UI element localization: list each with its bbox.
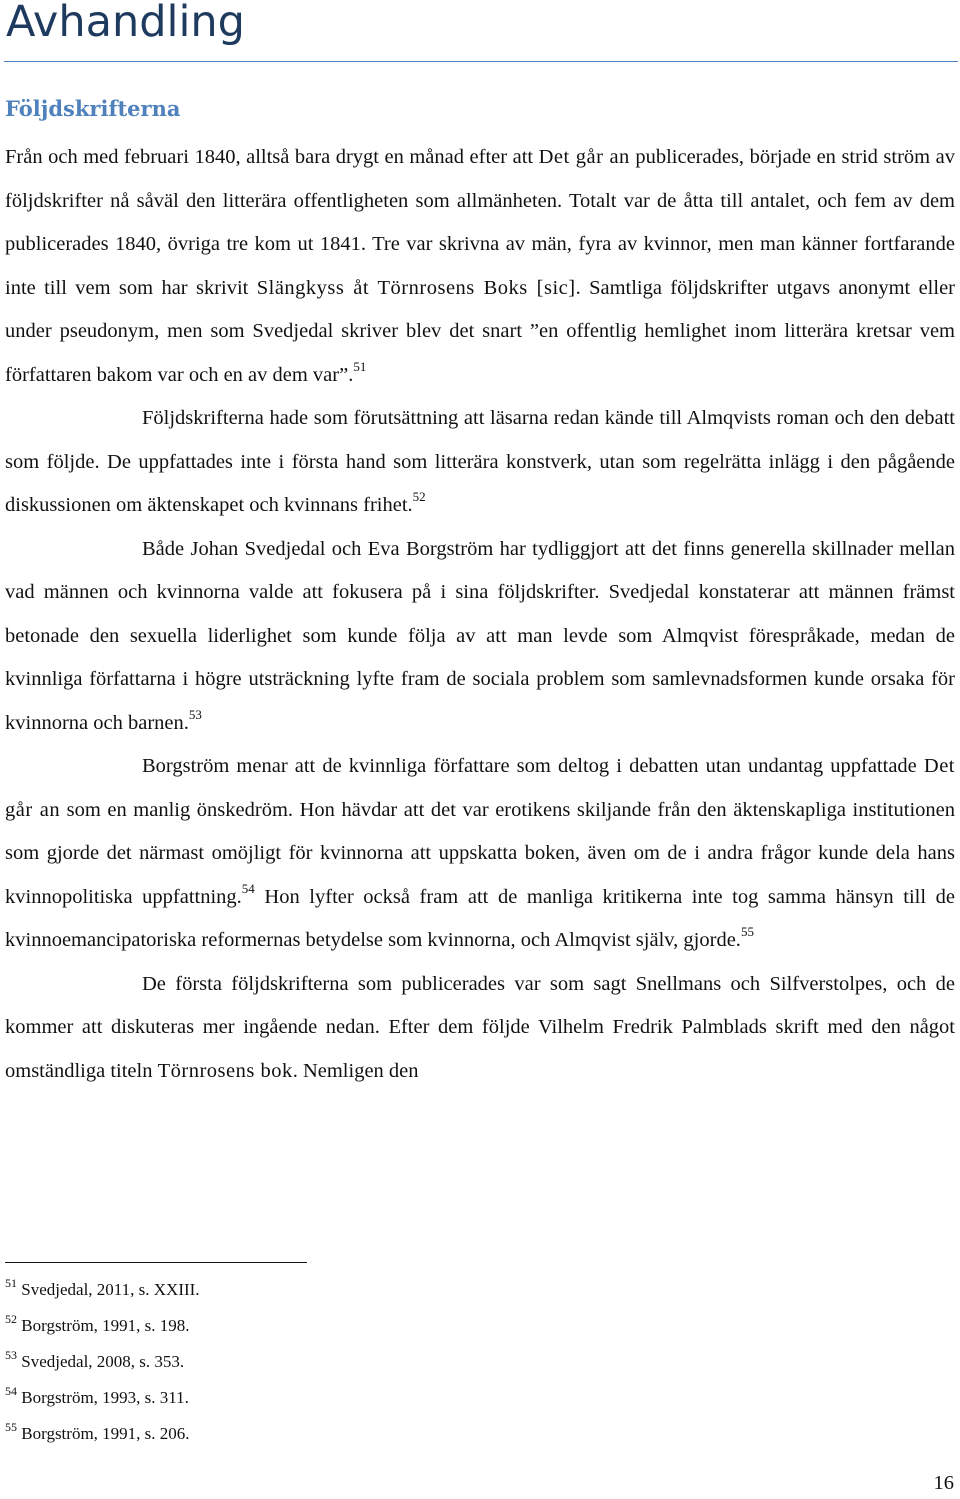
footnote-51 — [5, 1272, 705, 1308]
section-heading: Följdskrifterna — [5, 96, 181, 121]
footnote-text: Svedjedal, 2008, s. 353. — [21, 1352, 185, 1371]
footnote-52 — [5, 1308, 705, 1344]
footnote-ref[interactable]: 55 — [740, 924, 754, 939]
footnote-54 — [5, 1380, 705, 1416]
paragraph-4-text-b: som en manlig önskedröm. Hon hävdar att det var erotikens skiljande från den äktenskapliga institutionen som gjorde det närmast omöjligt för kvinnorna att uppskatta boken, även om de i andra frågor kunde dela hans kvinnopolitiska uppfattning. — [5, 798, 955, 908]
footnote-ref[interactable]: 51 — [353, 358, 367, 374]
footnote-number: 53 — [5, 1348, 17, 1362]
footnote-text: Borgström, 1991, s. 198. — [21, 1316, 190, 1335]
footnote-separator — [5, 1262, 307, 1263]
body-text — [5, 136, 955, 1093]
footnote-ref[interactable]: 53 — [188, 706, 202, 722]
footnote-text: Svedjedal, 2011, s. XXIII. — [21, 1280, 200, 1299]
footnote-number: 52 — [5, 1312, 17, 1326]
footnotes — [5, 1272, 705, 1452]
header-divider — [4, 61, 958, 62]
footnote-number: 55 — [5, 1420, 17, 1434]
footnote-text: Borgström, 1991, s. 206. — [21, 1424, 190, 1443]
paragraph-4 — [5, 745, 955, 963]
footnote-text: Borgström, 1993, s. 311. — [21, 1388, 189, 1407]
footnote-ref[interactable]: 54 — [241, 880, 255, 896]
work-title: Det går an — [5, 755, 955, 821]
paragraph-2-text: Följdskrifterna hade som förutsättning att läsarna redan kände till Almqvists roman och den debatt som följde. De uppfattades inte i första hand som litterära konstverk, utan som regelrätta inlägg i den pågående diskussionen om äktenskapet och kvinnans frihet. — [5, 407, 955, 516]
footnote-55 — [5, 1416, 705, 1452]
page-title: Avhandling — [6, 0, 245, 47]
page-number: 16 — [933, 1472, 954, 1494]
work-title: Slängkyss åt Törnrosens Boks [sic] — [256, 276, 576, 299]
paragraph-4-text-a: Borgström menar att de kvinnliga författare som deltog i debatten utan undantag uppfattade — [142, 755, 924, 777]
paragraph-5-text-a: De första följdskrifterna som publicerades var som sagt Snellmans och Silfverstolpes, och de kommer att diskuteras mer ingående nedan. Efter dem följde Vilhelm Fredrik Palmblads skrift med den något omständliga titeln — [5, 972, 955, 1082]
work-title: Det går an — [538, 146, 630, 168]
paragraph-1 — [5, 136, 955, 397]
work-title: Törnrosens bok — [157, 1059, 293, 1082]
paragraph-5-text-b: . Nemligen den — [292, 1059, 419, 1082]
paragraph-3 — [5, 528, 955, 746]
paragraph-4-text-c: Hon lyfter också fram att de manliga kritikerna inte tog samma hänsyn till de kvinnoemancipatoriska reformernas betydelse som kvinnorna, och Almqvist själv, gjorde. — [5, 885, 955, 951]
paragraph-1-text-a: Från och med februari 1840, alltså bara drygt en månad efter att — [5, 146, 539, 168]
footnote-53 — [5, 1344, 705, 1380]
footnote-number: 51 — [5, 1276, 17, 1290]
footnote-number: 54 — [5, 1384, 17, 1398]
footnote-ref[interactable]: 52 — [412, 489, 426, 504]
paragraph-3-text: Både Johan Svedjedal och Eva Borgström har tydliggjort att det finns generella skillnader mellan vad männen och kvinnorna valde att fokusera på i sina följdskrifter. Svedjedal konstaterar att männen främst betonade den sexuella liderlighet som kunde följa av att man levde som Almqvist förespråkade, medan de kvinnliga författarna i högre utsträckning lyfte fram de sociala problem som samlevnadsformen kunde orsaka för kvinnorna och barnen. — [5, 537, 955, 734]
paragraph-2 — [5, 397, 955, 528]
paragraph-1-text-b: publicerades, började en strid ström av följdskrifter nå såväl den litterära offentligheten som allmänheten. Totalt var de åtta till antalet, och fem av dem publicerades 1840, övriga tre kom ut 1841. Tre var skrivna av män, fyra av kvinnor, men man känner fortfarande inte till vem som har skrivit — [5, 146, 955, 299]
paragraph-5 — [5, 963, 955, 1094]
paragraph-1-text-c: . Samtliga följdskrifter utgavs anonymt eller under pseudonym, men som Svedjedal skriver blev det snart ”en offentlig hemlighet inom litterära kretsar vem författaren bakom var och en av dem var”. — [5, 276, 955, 386]
